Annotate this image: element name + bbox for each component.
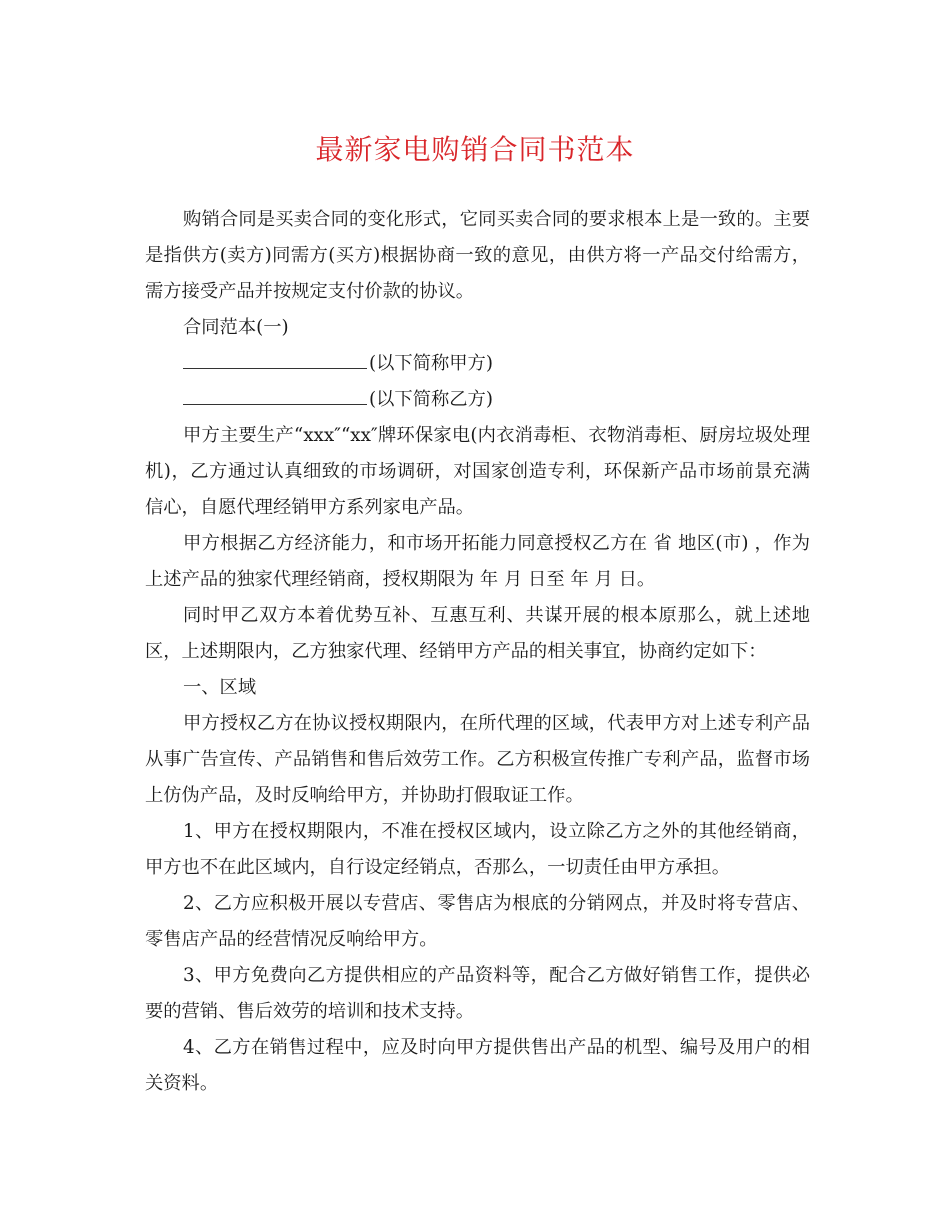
heading-region: 一、区域 [183, 677, 257, 698]
clause-1: 1、甲方在授权期限内，不准在授权区域内，设立除乙方之外的其他经销商，甲方也不在此区域内，自行设定经销点，否那么，一切责任由甲方承担。 [145, 821, 810, 878]
clause-3: 3、甲方免费向乙方提供相应的产品资料等，配合乙方做好销售工作，提供必要的营销、售后效劳的培训和技术支持。 [145, 965, 810, 1022]
party-b-suffix: (以下简称乙方) [369, 389, 493, 410]
section-title: 合同范本(一) [183, 317, 289, 338]
intro-paragraph: 购销合同是买卖合同的变化形式，它同买卖合同的要求根本上是一致的。主要是指供方(卖方)同需方(买方)根据协商一致的意见，由供方将一产品交付给需方，需方接受产品并按规定支付价款的协议。 [145, 209, 810, 302]
paragraph-4: 甲方授权乙方在协议授权期限内，在所代理的区域，代表甲方对上述专利产品从事广告宣传、产品销售和售后效劳工作。乙方积极宣传推广专利产品，监督市场上仿伪产品，及时反响给甲方，并协助打假取证工作。 [145, 713, 810, 806]
party-b-blank [183, 386, 367, 405]
document-title: 最新家电购销合同书范本 [315, 133, 635, 166]
party-a-blank [183, 350, 367, 369]
document-body [145, 202, 810, 1102]
clause-2: 2、乙方应积极开展以专营店、零售店为根底的分销网点，并及时将专营店、零售店产品的经营情况反响给甲方。 [145, 893, 810, 950]
party-b-line [145, 382, 810, 418]
party-a-line [145, 346, 810, 382]
paragraph-1: 甲方主要生产“xxx″“xx″牌环保家电(内衣消毒柜、衣物消毒柜、厨房垃圾处理机)，乙方通过认真细致的市场调研，对国家创造专利，环保新产品市场前景充满信心，自愿代理经销甲方系列家电产品。 [145, 425, 810, 518]
clause-4: 4、乙方在销售过程中，应及时向甲方提供售出产品的机型、编号及用户的相关资料。 [145, 1037, 810, 1094]
paragraph-2: 甲方根据乙方经济能力，和市场开拓能力同意授权乙方在 省 地区(市) ，作为上述产品的独家代理经销商，授权期限为 年 月 日至 年 月 日。 [145, 533, 810, 590]
party-a-suffix: (以下简称甲方) [369, 353, 493, 374]
paragraph-3: 同时甲乙双方本着优势互补、互惠互利、共谋开展的根本原那么，就上述地区，上述期限内，乙方独家代理、经销甲方产品的相关事宜，协商约定如下： [145, 605, 810, 662]
